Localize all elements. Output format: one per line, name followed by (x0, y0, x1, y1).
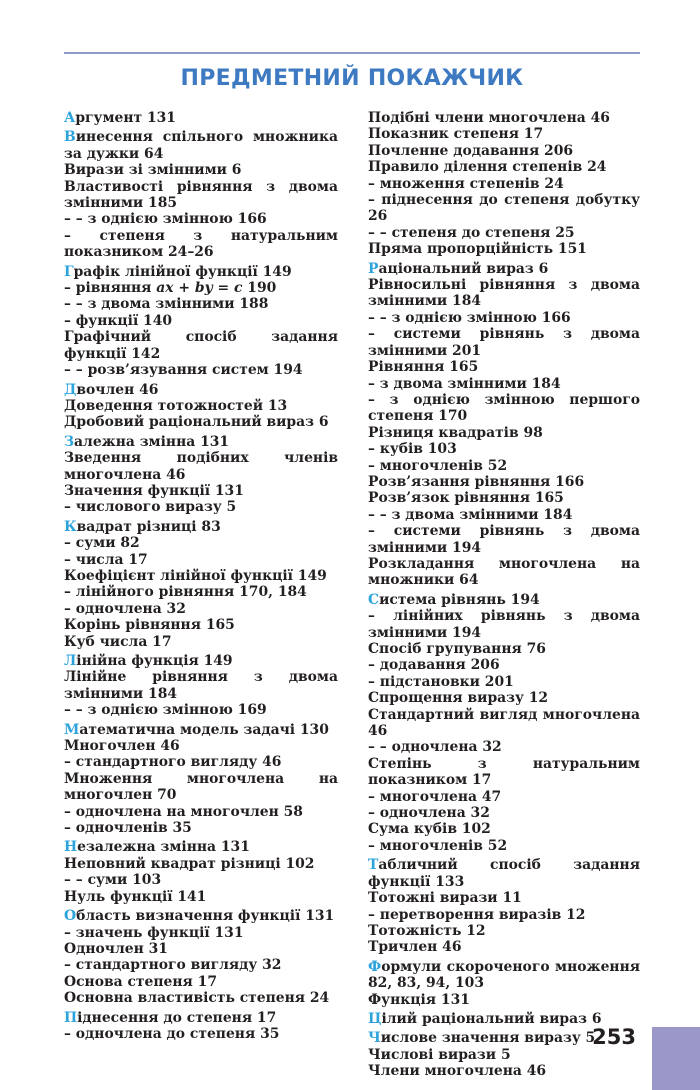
index-entry: Незалежна змінна 131 (64, 839, 250, 856)
index-letter-group (64, 519, 338, 650)
index-entry: Функція 131 (368, 991, 470, 1008)
index-entry: – – одночлена 32 (368, 739, 502, 756)
index-entry: Цілий раціональний вираз 6 (368, 1010, 602, 1027)
index-entry: Многочлен 46 (64, 738, 180, 755)
index-initial-letter: К (64, 518, 77, 535)
index-entry: Правило ділення степенів 24 (368, 159, 607, 176)
index-entry: – – суми 103 (64, 872, 162, 889)
index-entry: Тотожні вирази 11 (368, 890, 522, 907)
index-entry: Зведення подібних членів многочлена 46 (64, 450, 338, 483)
index-letter-group (64, 653, 338, 719)
index-entry: – числового виразу 5 (64, 499, 237, 516)
top-rule (64, 52, 640, 54)
index-entry: – – з однією змінною 166 (368, 309, 571, 326)
index-entry: Почленне додавання 206 (368, 142, 574, 159)
index-entry: – одночлена до степеня 35 (64, 1025, 280, 1042)
index-entry: – з однією змінною першого степеня 170 (368, 391, 640, 425)
index-column-right (368, 110, 640, 1083)
index-letter-group (64, 434, 338, 516)
index-entry: Квадрат різниці 83 (64, 518, 221, 535)
index-entry: – стандартного вигляду 46 (64, 754, 282, 771)
index-entry: Значення функції 131 (64, 482, 244, 499)
index-entry: Множення многочлена на многочлен 70 (64, 770, 338, 804)
index-entry: Числові вирази 5 (368, 1046, 511, 1063)
index-entry: Графічний спосіб задання функції 142 (64, 329, 338, 362)
index-entry: Аргумент 131 (64, 110, 176, 126)
index-entry: Розв’язання рівняння 166 (368, 473, 585, 490)
index-entry: – значень функції 131 (64, 924, 244, 941)
index-entry: – одночлена на многочлен 58 (64, 803, 303, 820)
index-entry: Члени многочлена 46 (368, 1063, 547, 1080)
index-initial-letter: Д (64, 381, 77, 398)
index-entry: – системи рівнянь з двома змінними 194 (368, 523, 640, 556)
index-initial-letter: Ф (368, 958, 382, 975)
index-entry: – одночлена 32 (64, 600, 186, 617)
index-entry: Рівняння 165 (368, 359, 479, 376)
index-initial-letter: М (64, 721, 80, 738)
index-entry: – лінійних рівнянь з двома змінними 194 (368, 608, 640, 641)
page-title: ПРЕДМЕТНИЙ ПОКАЖЧИК (180, 66, 524, 91)
index-initial-letter: А (64, 110, 76, 126)
index-entry: – – з двома змінними 184 (368, 506, 573, 523)
index-entry: Графік лінійної функції 149 (64, 263, 292, 280)
index-entry: Вирази зі змінними 6 (64, 162, 242, 179)
index-entry: Числове значення виразу 5 (368, 1030, 596, 1047)
index-entry: Рівносильні рівняння з двома змінними 184 (368, 277, 640, 310)
index-entry: Раціональний вираз 6 (368, 260, 549, 277)
index-letter-group (64, 722, 338, 837)
index-letter-group (64, 839, 338, 905)
index-letter-group (64, 1010, 338, 1043)
index-entry: Двочлен 46 (64, 381, 159, 398)
index-entry: – – степеня до степеня 25 (368, 224, 575, 241)
index-entry: Нуль функції 141 (64, 888, 207, 905)
index-entry: – многочленів 52 (368, 457, 508, 474)
index-column-left (64, 110, 338, 1045)
index-entry: Різниця квадратів 98 (368, 424, 543, 441)
index-initial-letter: В (64, 129, 76, 146)
index-initial-letter: Р (368, 260, 379, 277)
index-entry: – лінійного рівняння 170, 184 (64, 584, 307, 601)
index-initial-letter: Н (64, 839, 78, 856)
index-entry: – числа 17 (64, 551, 148, 568)
index-entry: – з двома змінними 184 (368, 375, 561, 392)
index-letter-group (64, 382, 338, 431)
index-letter-group (368, 857, 640, 955)
index-entry: Коефіцієнт лінійної функції 149 (64, 567, 327, 584)
index-entry: Дробовий раціональний вираз 6 (64, 414, 329, 431)
index-entry: – функції 140 (64, 312, 173, 329)
index-entry: – піднесення до степеня добутку 26 (368, 192, 640, 225)
index-entry: Властивості рівняння з двома змінними 185 (64, 178, 338, 212)
index-initial-letter: Т (368, 857, 379, 874)
index-letter-group (368, 592, 640, 855)
index-letter-group (64, 264, 338, 379)
index-entry: – системи рівнянь з двома змінними 201 (368, 326, 640, 359)
index-initial-letter: З (64, 433, 75, 450)
index-initial-letter: Ч (368, 1030, 381, 1047)
index-initial-letter: Г (64, 263, 74, 280)
index-entry: Розкладання многочлена на множники 64 (368, 555, 640, 589)
index-entry: – перетворення виразів 12 (368, 906, 586, 923)
index-entry: Показник степеня 17 (368, 126, 544, 143)
index-entry: Стандартний вигляд многочлена 46 (368, 706, 640, 740)
index-initial-letter: С (368, 591, 380, 608)
index-letter-group (64, 110, 338, 126)
index-entry: Система рівнянь 194 (368, 591, 540, 608)
index-entry: – многочлена 47 (368, 788, 502, 805)
index-entry: – додавання 206 (368, 657, 500, 674)
index-letter-group (368, 261, 640, 589)
index-entry: – степеня з натуральним показником 24–26 (64, 227, 338, 261)
index-letter-group (368, 110, 640, 258)
index-entry: Неповний квадрат різниці 102 (64, 855, 315, 872)
index-entry: – множення степенів 24 (368, 175, 564, 192)
math-formula: ax + by = c (156, 280, 243, 297)
index-entry: Корінь рівняння 165 (64, 617, 235, 634)
index-entry: – – розв’язування систем 194 (64, 362, 303, 379)
index-entry: Подібні члени многочлена 46 (368, 110, 610, 126)
index-entry: – – з однією змінною 166 (64, 211, 267, 228)
index-entry: – одночленів 35 (64, 820, 192, 837)
index-entry: Піднесення до степеня 17 (64, 1009, 277, 1026)
index-letter-group (64, 908, 338, 1006)
index-entry: Спрощення виразу 12 (368, 690, 549, 707)
index-entry: – суми 82 (64, 535, 140, 552)
index-entry: Лінійна функція 149 (64, 653, 233, 669)
index-entry: Спосіб групування 76 (368, 641, 546, 657)
index-entry: Табличний спосіб задання функції 133 (368, 857, 640, 890)
index-initial-letter: П (64, 1009, 78, 1026)
page-number: 253 (592, 1025, 636, 1049)
index-entry: – рівняння ax + by = c 190 (64, 280, 277, 297)
index-entry: Степінь з натуральним показником 17 (368, 755, 640, 789)
index-entry: Формули скороченого множення 82, 83, 94, 103 (368, 958, 640, 992)
index-entry: – многочленів 52 (368, 837, 508, 854)
index-entry: Сума кубів 102 (368, 821, 491, 838)
index-entry: Розв’язок рівняння 165 (368, 490, 564, 507)
index-entry: Тричлен 46 (368, 939, 462, 956)
index-entry: Математична модель задачі 130 (64, 721, 329, 738)
index-entry: – – з однією змінною 169 (64, 702, 267, 719)
index-initial-letter: Л (64, 653, 77, 669)
index-entry: – стандартного вигляду 32 (64, 957, 282, 974)
index-entry: Куб числа 17 (64, 633, 172, 650)
index-entry: Пряма пропорційність 151 (368, 241, 587, 258)
index-initial-letter: О (64, 908, 77, 925)
index-entry: – підстановки 201 (368, 673, 514, 690)
index-entry: Доведення тотожностей 13 (64, 397, 288, 414)
index-entry: Область визначення функції 131 (64, 908, 335, 925)
index-entry: Залежна змінна 131 (64, 433, 230, 450)
index-entry: – кубів 103 (368, 441, 457, 458)
index-entry: – одночлена 32 (368, 805, 490, 822)
index-entry: Основна властивість степеня 24 (64, 990, 330, 1007)
index-letter-group (64, 129, 338, 260)
index-entry: – – з двома змінними 188 (64, 296, 269, 313)
index-entry: Одночлен 31 (64, 940, 168, 957)
side-tab (652, 1027, 700, 1090)
index-letter-group (368, 959, 640, 1008)
index-initial-letter: Ц (368, 1010, 382, 1027)
index-entry: Тотожність 12 (368, 922, 486, 939)
index-entry: Винесення спільного множника за дужки 64 (64, 129, 338, 162)
index-entry: Лінійне рівняння з двома змінними 184 (64, 669, 338, 702)
index-entry: Основа степеня 17 (64, 973, 217, 990)
